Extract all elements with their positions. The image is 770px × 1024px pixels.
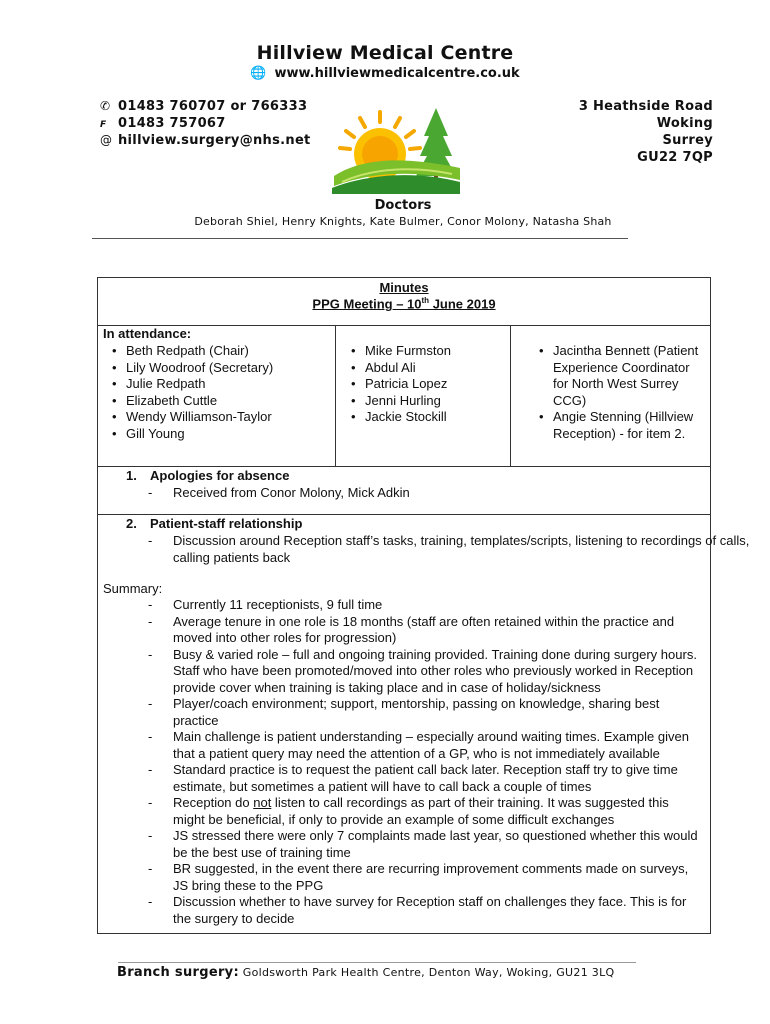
address-line-4: GU22 7QP (637, 150, 713, 165)
apologies-cell (97, 466, 711, 515)
attendee: • Elizabeth Cuttle (112, 392, 218, 408)
summary-label: Summary: (103, 581, 163, 596)
summary-item: - Currently 11 receptionists, 9 full time (148, 597, 383, 612)
header-divider (92, 238, 628, 239)
item-1-title: Apologies for absence (150, 468, 290, 483)
meeting-title: PPG Meeting – 10th June 2019 (312, 296, 496, 312)
summary-item: - Player/coach environment; support, mentorship, passing on knowledge, sharing best practice (148, 696, 660, 728)
surgery-logo (332, 106, 462, 196)
attendance-label: In attendance: (103, 326, 192, 341)
website-link[interactable]: www.hillviewmedicalcentre.co.uk (274, 66, 520, 81)
attendee: • Jenni Hurling (351, 392, 441, 408)
phone-number: 01483 760707 or 766333 (118, 99, 308, 114)
doctors-list: Deborah Shiel, Henry Knights, Kate Bulmer, Conor Molony, Natasha Shah (194, 215, 612, 228)
summary-item: - Main challenge is patient understanding – especially around waiting times. Example given that a patient query may need the attention of a GP, who is not immediately available (148, 729, 689, 761)
footer-address: Goldsworth Park Health Centre, Denton Way, Woking, GU21 3LQ (242, 966, 615, 979)
hills-icon (332, 160, 460, 194)
col-divider-1 (335, 326, 336, 466)
attendee: • Abdul Ali (351, 359, 416, 375)
summary-item: - BR suggested, in the event there are recurring improvement comments made on surveys, JS bring these to the PPG (148, 861, 689, 893)
address-line-1: 3 Heathside Road (578, 99, 713, 114)
website-line (0, 66, 770, 81)
item-1-line: - Received from Conor Molony, Mick Adkin (148, 485, 410, 500)
phone-line (100, 99, 307, 114)
at-icon: @ (100, 133, 113, 147)
footer (117, 965, 615, 980)
page-title: Hillview Medical Centre (256, 42, 514, 64)
minutes-title-cell (97, 277, 711, 326)
attendee: • Lily Woodroof (Secretary) (112, 359, 274, 375)
item-2-line: - Discussion around Reception staff’s tasks, training, templates/scripts, listening to recordings of calls, calling patients back (148, 533, 750, 565)
attendee: • Patricia Lopez (351, 376, 448, 391)
summary-list (98, 597, 704, 927)
address-line-2: Woking (656, 116, 713, 131)
address-line-3: Surrey (662, 133, 713, 148)
attendee: • Mike Furmston (351, 343, 451, 358)
summary-item: - Discussion whether to have survey for Reception staff on challenges they face. This is for the surgery to decide (148, 894, 687, 926)
fax-number: 01483 757067 (118, 116, 226, 131)
attendance-col-2 (341, 343, 506, 426)
attendee: • Julie Redpath (112, 376, 206, 391)
item-2-number: 2. (126, 516, 137, 531)
attendee: • Angie Stenning (Hillview Reception) - for item 2. (539, 409, 694, 441)
fax-line (100, 116, 226, 131)
email-line (100, 133, 311, 148)
attendee: • Wendy Williamson-Taylor (112, 409, 272, 424)
summary-item: - Standard practice is to request the patient call back later. Reception staff try to give time estimate, but sometimes a patient will have to call back a couple of times (148, 762, 678, 794)
phone-icon: ✆ (100, 99, 111, 113)
fax-icon: F (100, 120, 107, 130)
attendance-col-3 (529, 343, 705, 442)
item-1-number: 1. (126, 468, 137, 483)
attendee: • Jacintha Bennett (Patient Experience Coordinator for North West Surrey CCG) (539, 343, 699, 408)
minutes-heading: Minutes (379, 280, 429, 295)
attendance-col-1 (102, 343, 332, 442)
col-divider-2 (510, 326, 511, 466)
footer-label: Branch surgery: (117, 965, 239, 980)
globe-icon: 🌐 (250, 66, 267, 81)
item-2-title: Patient-staff relationship (150, 516, 303, 531)
summary-item: - Busy & varied role – full and ongoing training provided. Training done during surgery hours. Staff who have been promoted/moved into other roles who previously worked in Reception provide cover when training is taking place and in case of holiday/sickness (148, 646, 697, 695)
summary-item: - Reception do not listen to call recordings as part of their training. It was suggested this might be beneficial, if only to provide an example of some difficult exchanges (148, 795, 669, 827)
attendee: • Gill Young (112, 425, 185, 441)
attendance-cell (97, 325, 711, 467)
patient-staff-cell (97, 514, 750, 934)
attendee: • Beth Redpath (Chair) (112, 343, 249, 358)
attendee: • Jackie Stockill (351, 409, 447, 424)
footer-divider (118, 962, 636, 963)
summary-item: - Average tenure in one role is 18 months (staff are often retained within the practice and moved into other roles for progression) (148, 613, 675, 645)
doctors-heading: Doctors (374, 198, 432, 213)
summary-item: - JS stressed there were only 7 complaints made last year, so questioned whether this would be the best use of training time (148, 828, 698, 860)
email-link[interactable]: hillview.surgery@nhs.net (118, 133, 311, 148)
